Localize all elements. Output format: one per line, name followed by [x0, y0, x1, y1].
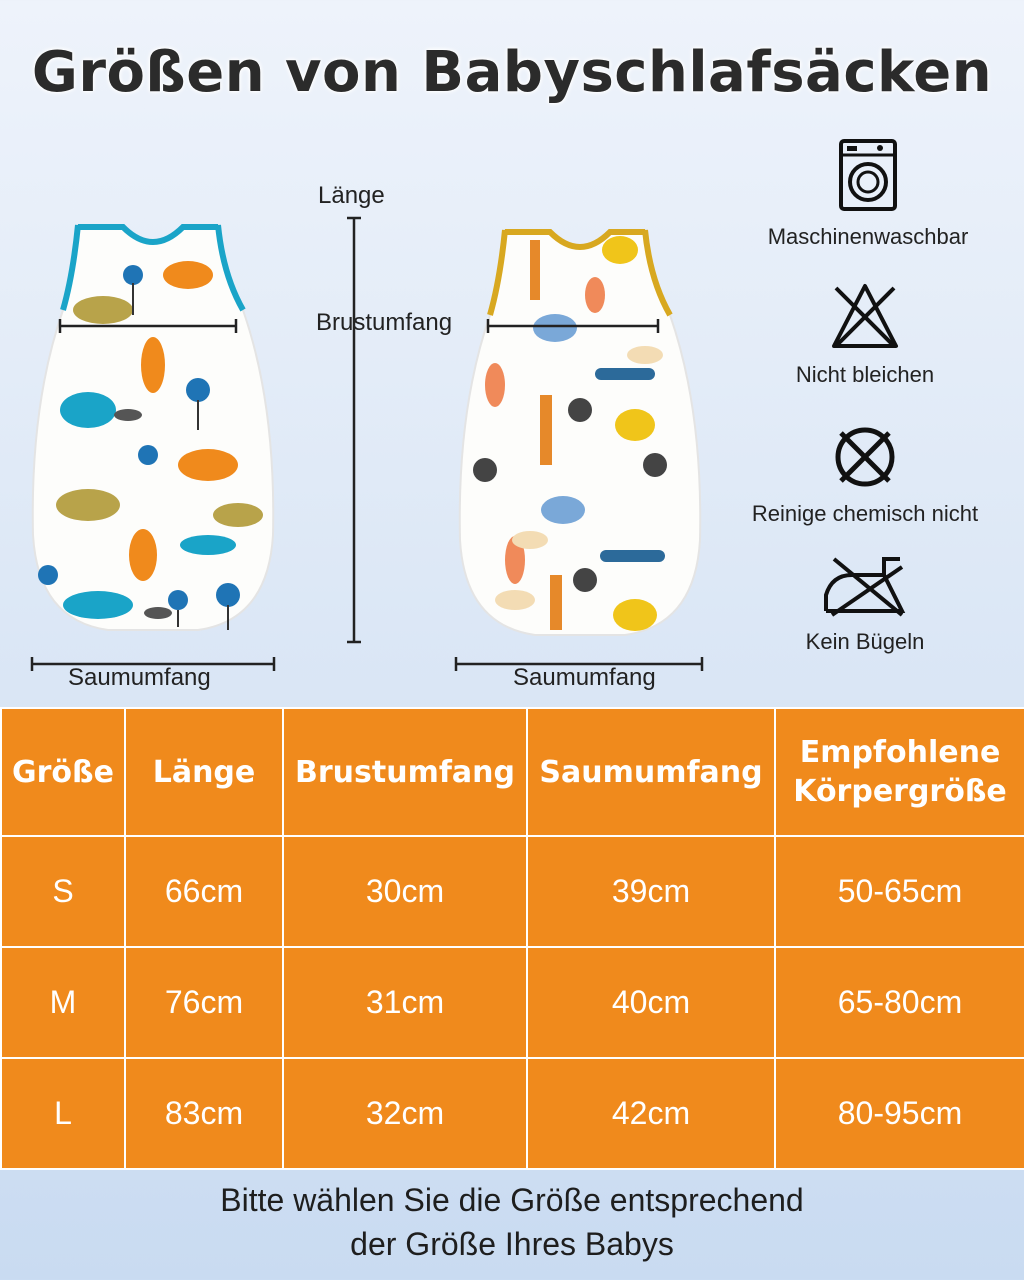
- care-label-iron: Kein Bügeln: [805, 629, 925, 654]
- safari-sleeping-bag-image: [455, 220, 705, 645]
- cell-chest: 32cm: [283, 1058, 527, 1169]
- cell-length: 83cm: [125, 1058, 283, 1169]
- size-advice-line-2: der Größe Ihres Babys: [350, 1226, 674, 1262]
- chest-measure-line-left: [58, 318, 238, 334]
- cell-hem: 39cm: [527, 836, 775, 947]
- chest-label: Brustumfang: [316, 309, 453, 336]
- page-title: Größen von Babyschlafsäcken: [31, 40, 993, 105]
- size-advice-line-1: Bitte wählen Sie die Größe entsprechend: [220, 1182, 804, 1218]
- care-label-dry-clean: Reinige chemisch nicht: [751, 501, 979, 526]
- hem-label-left: Saumumfang: [68, 664, 211, 691]
- care-machine-wash: [718, 138, 1018, 250]
- cell-size: S: [1, 836, 125, 947]
- hem-label-right: Saumumfang: [513, 664, 656, 691]
- cell-height: 65-80cm: [775, 947, 1024, 1058]
- cell-chest: 31cm: [283, 947, 527, 1058]
- header-length: Länge: [125, 708, 283, 836]
- care-label-wash: Maschinenwaschbar: [767, 224, 969, 249]
- care-label-bleach: Nicht bleichen: [795, 362, 935, 387]
- cell-height: 80-95cm: [775, 1058, 1024, 1169]
- table-row: [1, 1058, 1024, 1169]
- care-no-dry-clean: [715, 425, 1015, 527]
- size-advice-text: [0, 1178, 1024, 1266]
- care-no-iron: [715, 553, 1015, 655]
- no-bleach-icon: [830, 282, 900, 350]
- cell-hem: 40cm: [527, 947, 775, 1058]
- cell-hem: 42cm: [527, 1058, 775, 1169]
- length-measure-line: [346, 216, 362, 644]
- cell-length: 66cm: [125, 836, 283, 947]
- washing-machine-icon: [838, 138, 898, 212]
- no-dry-clean-icon: [833, 425, 897, 489]
- header-recommended-height: Empfohlene Körpergröße: [775, 708, 1024, 836]
- table-header-row: [1, 708, 1024, 836]
- header-size: Größe: [1, 708, 125, 836]
- cell-size: M: [1, 947, 125, 1058]
- cell-length: 76cm: [125, 947, 283, 1058]
- no-iron-icon: [822, 553, 908, 617]
- header-hem: Saumumfang: [527, 708, 775, 836]
- header-chest: Brustumfang: [283, 708, 527, 836]
- cell-size: L: [1, 1058, 125, 1169]
- cell-chest: 30cm: [283, 836, 527, 947]
- dinosaur-sleeping-bag-image: [28, 215, 278, 640]
- table-row: [1, 947, 1024, 1058]
- table-row: [1, 836, 1024, 947]
- cell-height: 50-65cm: [775, 836, 1024, 947]
- size-table: [0, 707, 1024, 1170]
- length-label: Länge: [318, 182, 385, 209]
- chest-measure-line-right: [486, 318, 660, 334]
- care-no-bleach: [715, 282, 1015, 388]
